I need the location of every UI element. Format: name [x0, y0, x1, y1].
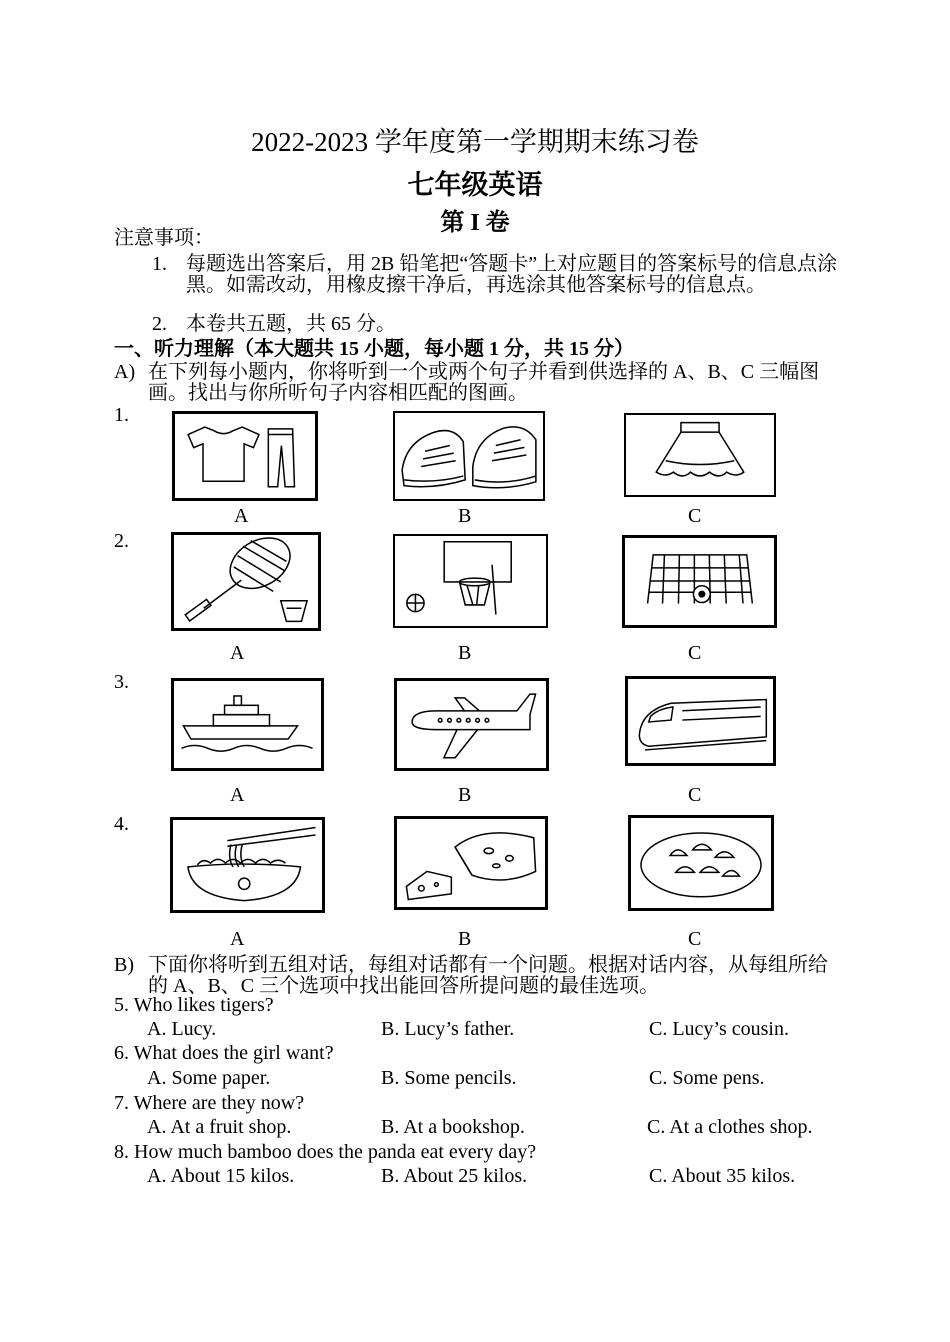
option-label: C	[688, 505, 702, 527]
option-c: C. At a clothes shop.	[647, 1116, 813, 1138]
option-b: B. About 25 kilos.	[381, 1165, 528, 1187]
basketball-icon[interactable]	[393, 534, 548, 628]
note-text: 每题选出答案后，用 2B 铅笔把“答题卡”上对应题目的答案标号的信息点涂黑。如需改动，用橡皮擦干净后，再选涂其他答案标号的信息点。	[186, 253, 838, 296]
option-label: B	[458, 784, 472, 806]
train-icon[interactable]	[625, 676, 776, 766]
dumplings-icon[interactable]	[628, 815, 774, 911]
volume-label: 第 I 卷	[440, 210, 510, 236]
option-c: C. About 35 kilos.	[649, 1165, 796, 1187]
option-b: B. Lucy’s father.	[381, 1018, 515, 1040]
option-b: B. At a bookshop.	[381, 1116, 525, 1138]
option-b: B. Some pencils.	[381, 1067, 517, 1089]
grade-subject: 七年级英语	[407, 170, 543, 200]
option-c: C. Some pens.	[649, 1067, 765, 1089]
soccer-goal-icon[interactable]	[622, 535, 777, 628]
question-text: 7. Where are they now?	[114, 1092, 305, 1114]
badminton-icon[interactable]	[171, 532, 321, 631]
part-b-marker: B)	[114, 954, 134, 976]
question-text: 5. Who likes tigers?	[114, 994, 274, 1016]
section-heading: 一、听力理解（本大题共 15 小题，每小题 1 分，共 15 分）	[114, 338, 634, 360]
option-a: A. Lucy.	[147, 1018, 217, 1040]
question-text: 6. What does the girl want?	[114, 1042, 334, 1064]
option-a: A. At a fruit shop.	[147, 1116, 292, 1138]
option-label: B	[458, 642, 472, 664]
option-label: C	[688, 784, 702, 806]
clothes-icon[interactable]	[172, 411, 318, 501]
option-label: B	[458, 928, 472, 950]
note-text: 本卷共五题，共 65 分。	[186, 313, 396, 335]
noodles-icon[interactable]	[170, 817, 325, 913]
note-number: 2.	[152, 313, 167, 335]
sneakers-icon[interactable]	[393, 411, 545, 501]
part-a-marker: A)	[114, 361, 136, 383]
question-number: 4.	[114, 813, 129, 835]
option-label: C	[688, 928, 702, 950]
option-a: A. Some paper.	[147, 1067, 271, 1089]
skirt-icon[interactable]	[624, 413, 776, 497]
option-label: A	[234, 505, 249, 527]
cheese-icon[interactable]	[394, 816, 548, 910]
option-label: B	[458, 505, 472, 527]
airplane-icon[interactable]	[394, 678, 549, 771]
ship-icon[interactable]	[171, 678, 324, 771]
question-number: 2.	[114, 530, 129, 552]
option-label: C	[688, 642, 702, 664]
option-c: C. Lucy’s cousin.	[649, 1018, 789, 1040]
option-a: A. About 15 kilos.	[147, 1165, 295, 1187]
option-label: A	[230, 784, 245, 806]
note-number: 1.	[152, 253, 167, 275]
page-title: 2022-2023 学年度第一学期期末练习卷	[251, 127, 699, 157]
part-a-instruction: 在下列每小题内，你将听到一个或两个句子并看到供选择的 A、B、C 三幅图画。找出与你所听句子内容相匹配的图画。	[148, 361, 820, 404]
part-b-instruction: 下面你将听到五组对话，每组对话都有一个问题。根据对话内容，从每组所给的 A、B、C 三个选项中找出能回答所提问题的最佳选项。	[148, 954, 828, 997]
notes-heading: 注意事项：	[114, 227, 214, 249]
question-number: 3.	[114, 671, 129, 693]
option-label: A	[230, 642, 245, 664]
question-text: 8. How much bamboo does the panda eat every day?	[114, 1141, 537, 1163]
option-label: A	[230, 928, 245, 950]
question-number: 1.	[114, 404, 129, 426]
